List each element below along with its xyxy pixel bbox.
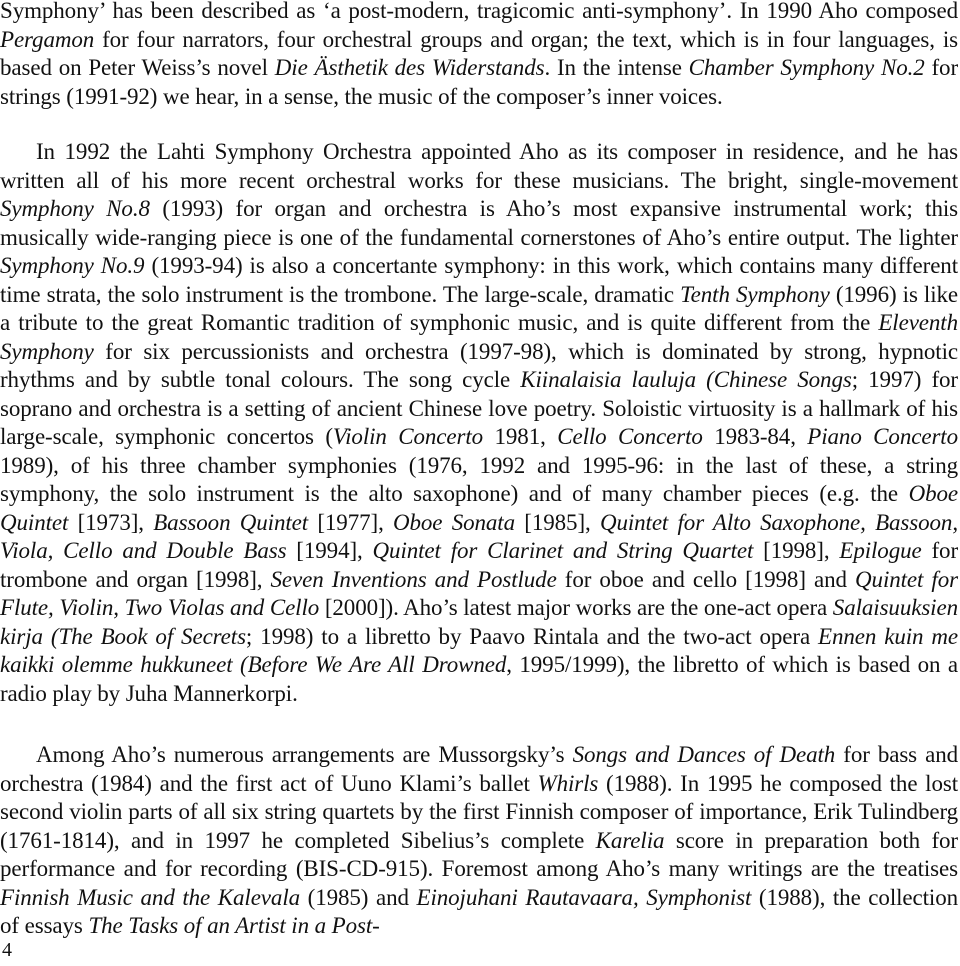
italic-title-text: Quintet for Flute, Violin, Two Violas and Cello [0, 566, 958, 620]
italic-title-text: Einojuhani Rautavaara, Symphonist [416, 884, 752, 910]
italic-title-text: Karelia [595, 827, 665, 853]
italic-title-text: Quintet for Alto Saxophone, Bassoon, Viola, Cello and Double Bass [0, 509, 958, 563]
italic-title-text: Songs and Dances of Death [572, 742, 836, 767]
italic-title-text: Seven Inventions and Postlude [270, 566, 557, 592]
italic-title-text: The Tasks of an Artist in a Post- [88, 913, 380, 938]
body-text: ; 1997) for soprano and orchestra is a setting of ancient Chinese love poetry. Soloistic virtuosity is a hallmark of his large-scale, symphonic concertos ( [0, 367, 958, 449]
body-text: for strings (1991-92) we hear, in a sense, the music of the composer’s inner voices. [0, 55, 959, 109]
italic-title-text: Oboe Sonata [393, 509, 515, 535]
body-text: Among Aho’s numerous arrangements are Mussorgsky’s [36, 742, 573, 767]
italic-title-text: Bassoon Quintet [153, 509, 309, 535]
italic-title-text: Piano Concerto [807, 424, 958, 449]
body-text: score in preparation both for performance and for recording (BIS-CD-915). Foremost among Aho’s many writings are the treatises [0, 827, 958, 881]
italic-title-text: Ennen kuin me kaikki olemme hukkuneet (Before We Are All Drowned [0, 623, 958, 677]
italic-title-text: Quintet for Clarinet and String Quartet [372, 538, 754, 563]
body-text: for four narrators, four orchestral groups and organ; the text, which is in four languages, is based on Peter Weiss’s novel [0, 26, 958, 80]
body-text: Symphony’ has been described as ‘a post-modern, tragicomic anti-symphony’. In 1990 Aho composed [0, 0, 958, 23]
body-text: 1983-84, [702, 424, 808, 449]
body-text: [1973], [68, 509, 154, 535]
body-text: In 1992 the Lahti Symphony Orchestra appointed Aho as its composer in residence, and he has written all of his more recent orchestral works for these musicians. The bright, single-movement [0, 139, 958, 193]
body-text: [1994], [286, 538, 373, 563]
paragraph-2 [0, 138, 958, 708]
body-text: . In the intense [544, 55, 689, 80]
italic-title-text: Die Ästhetik des Widerstands [274, 55, 545, 80]
italic-title-text: Chamber Symphony No.2 [688, 55, 925, 80]
body-text: ; 1998) to a libretto by Paavo Rintala and the two-act opera [245, 623, 819, 649]
italic-title-text: Oboe Quintet [0, 481, 958, 535]
body-text: for six percussionists and orchestra (1997-98), which is dominated by strong, hypnotic rhythms and by subtle tonal colours. The song cycle [0, 338, 958, 392]
italic-title-text: Symphony No.9 [0, 253, 145, 278]
body-text: (1988). In 1995 he composed the lost second violin parts of all six string quartets by the first Finnish composer of importance, Erik Tulindberg (1761-1814), and in 1997 he completed Sibelius’s complete [0, 770, 958, 853]
paragraph-3 [0, 741, 958, 941]
italic-title-text: Cello Concerto [557, 424, 703, 449]
italic-title-text: Salaisuuksien kirja (The Book of Secrets [0, 595, 958, 649]
italic-title-text: Pergamon [0, 26, 95, 52]
body-text: for bass and orchestra (1984) and the first act of Uuno Klami’s ballet [0, 742, 958, 796]
body-text: 1981, [483, 424, 558, 449]
italic-title-text: Whirls [537, 770, 599, 796]
italic-title-text: Symphony No.8 [0, 196, 150, 221]
body-text: for oboe and cello [1998] and [556, 566, 856, 592]
body-text: (1996) is like a tribute to the great Romantic tradition of symphonic music, and is quite different from the [0, 281, 958, 335]
body-text: (1988), the collection of essays [0, 884, 958, 938]
body-text: for trombone and organ [1998], [0, 538, 959, 592]
body-text: (1985) and [300, 884, 417, 910]
body-text: [2000]). Aho’s latest major works are the one-act opera [319, 595, 833, 620]
italic-title-text: Violin Concerto [332, 424, 484, 449]
body-text: [1985], [515, 509, 600, 535]
italic-title-text: Kiinalaisia lauluja (Chinese Songs [520, 367, 852, 392]
body-text: [1977], [308, 509, 393, 535]
page-number: 4 [2, 939, 12, 961]
italic-title-text: Finnish Music and the Kalevala [0, 884, 301, 910]
body-text: 1989), of his three chamber symphonies (1976, 1992 and 1995-96: in the last of these, a string symphony, the solo instrument is the alto saxophone) and of many chamber pieces (e.g. the [0, 452, 958, 506]
body-text: (1993-94) is also a concertante symphony: in this work, which contains many different time strata, the solo instrument is the trombone. The large-scale, dramatic [0, 253, 958, 307]
body-text: [1998], [753, 538, 840, 563]
italic-title-text: Epilogue [839, 538, 922, 563]
italic-title-text: Eleventh Symphony [0, 310, 958, 364]
paragraph-1 [0, 0, 958, 111]
body-text: (1993) for organ and orchestra is Aho’s most expansive instrumental work; this musically wide-ranging piece is one of the fundamental cornerstones of Aho’s entire output. The lighter [0, 196, 958, 250]
body-text: , 1995/1999), the libretto of which is based on a radio play by Juha Mannerkorpi. [0, 652, 958, 706]
italic-title-text: Tenth Symphony [680, 281, 830, 307]
